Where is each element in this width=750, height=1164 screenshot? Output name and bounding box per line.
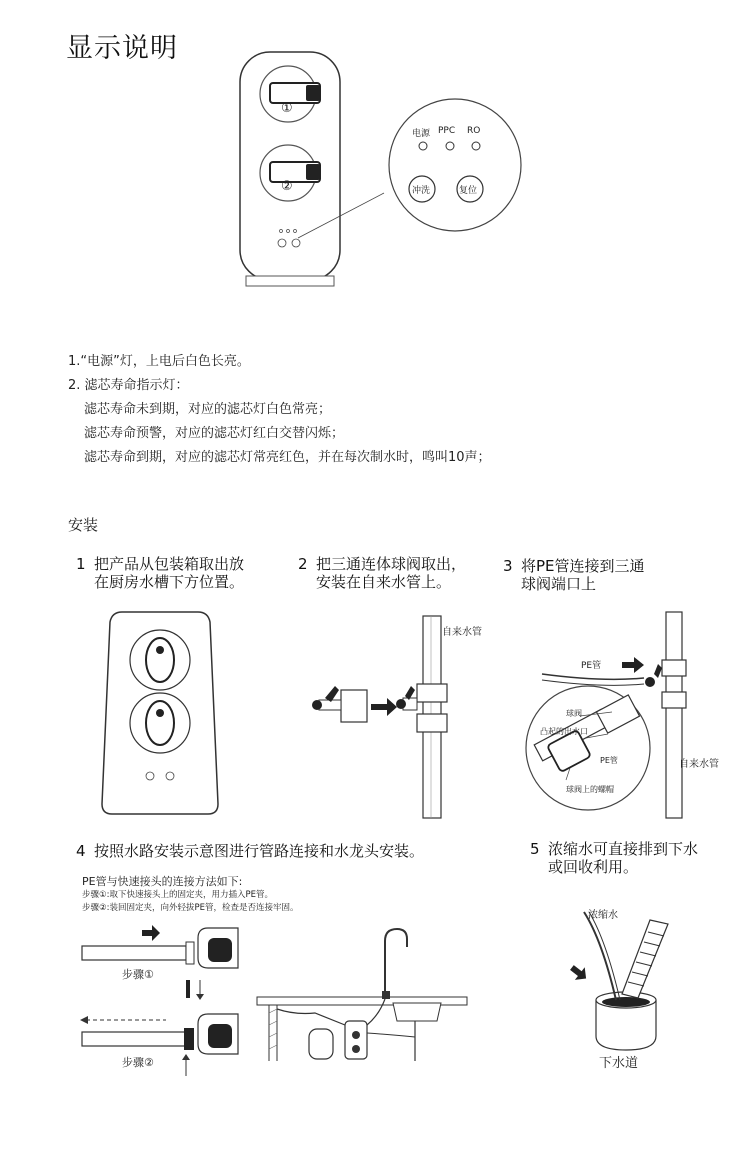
install-heading: 安装 — [68, 516, 99, 534]
concentrate-label: 浓缩水 — [588, 910, 618, 921]
reset-button[interactable]: 复位 — [459, 186, 478, 196]
step-text: 浓缩水可直接排到下水 — [548, 840, 699, 858]
pe-method-step1: 步骤①:取下快速接头上的固定夹，用力插入PE管。 — [82, 890, 273, 900]
step1-connector-label: 步骤① — [122, 968, 154, 981]
filter-mark-1: ① — [281, 101, 293, 116]
step-number: 3 — [503, 557, 513, 575]
install-step-3 — [503, 557, 645, 593]
pe-pipe-label: PE管 — [581, 661, 602, 671]
step-text: 或回收利用。 — [548, 858, 639, 876]
light-label-ppc: PPC — [438, 126, 456, 136]
install-step-5 — [530, 840, 698, 876]
step-number: 4 — [76, 842, 86, 860]
filter-mark-2: ② — [281, 179, 293, 194]
drain-illustration — [556, 890, 696, 1060]
light-label-power: 电源 — [412, 129, 431, 139]
step-text: 球阀端口上 — [521, 575, 597, 593]
step-number: 2 — [298, 555, 308, 573]
step3-pe-connection-illustration — [522, 608, 722, 818]
step-text: 按照水路安装示意图进行管路连接和水龙头安装。 — [94, 842, 425, 860]
step2-valve-illustration — [305, 612, 495, 822]
step1-device-illustration — [100, 608, 220, 818]
drain-label: 下水道 — [599, 1056, 639, 1071]
display-notes — [68, 350, 491, 470]
step-number: 1 — [76, 555, 86, 573]
note-line: 1.“电源”灯，上电后白色长亮。 — [68, 354, 250, 369]
quick-connector-illustration — [80, 920, 250, 1080]
valve-nut-label: 球阀上的螺帽 — [566, 785, 614, 794]
note-line: 滤芯寿命预警，对应的滤芯灯红白交替闪烁； — [84, 426, 345, 441]
raised-outlet-label: 凸起的出水口 — [540, 727, 588, 736]
pe-method — [82, 874, 298, 915]
install-step-4 — [76, 842, 424, 860]
note-line: 2. 滤芯寿命指示灯： — [68, 378, 189, 393]
step-text: 将PE管连接到三通 — [521, 557, 645, 575]
step-text: 安装在自来水管上。 — [316, 573, 452, 591]
ball-valve-label: 球阀 — [566, 709, 582, 718]
pe-pipe-label-2: PE管 — [600, 756, 618, 765]
purifier-front-illustration — [236, 48, 346, 288]
tap-pipe-label: 自来水管 — [442, 627, 482, 638]
install-step-1 — [76, 555, 244, 591]
tap-pipe-label-2: 自来水管 — [679, 759, 719, 770]
install-step-2 — [298, 555, 466, 591]
step-number: 5 — [530, 840, 540, 858]
light-label-ro: RO — [467, 126, 481, 136]
pe-method-title: PE管与快速接头的连接方法如下: — [82, 875, 243, 888]
control-panel-zoom — [386, 96, 524, 234]
pe-method-step2: 步骤②:装回固定夹，向外轻拔PE管，检查是否连接牢固。 — [82, 903, 299, 913]
sink-installation-illustration — [255, 925, 470, 1065]
page-title: 显示说明 — [66, 33, 178, 64]
note-line: 滤芯寿命到期，对应的滤芯灯常亮红色，并在每次制水时，鸣叫10声； — [84, 450, 491, 465]
step-text: 把产品从包装箱取出放 — [94, 555, 245, 573]
step2-connector-label: 步骤② — [122, 1056, 154, 1069]
step-text: 在厨房水槽下方位置。 — [94, 573, 245, 591]
flush-button[interactable]: 冲洗 — [412, 186, 431, 196]
step-text: 把三通连体球阀取出， — [316, 555, 467, 573]
note-line: 滤芯寿命未到期，对应的滤芯灯白色常亮； — [84, 402, 332, 417]
